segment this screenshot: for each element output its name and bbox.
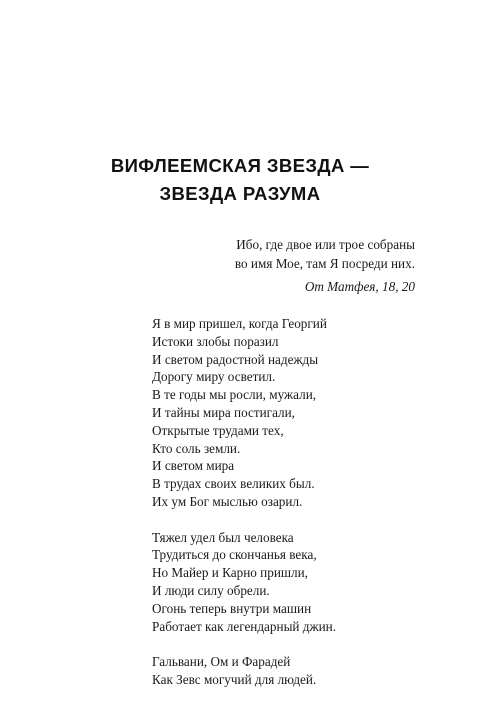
poem xyxy=(152,315,432,707)
poem-line: И светом мира xyxy=(152,458,235,474)
poem-line: Гальвани, Ом и Фарадей xyxy=(152,654,291,670)
poem-line: Трудиться до скончанья века, xyxy=(152,547,317,563)
epigraph-line: во имя Мое, там Я посреди них. xyxy=(234,256,415,271)
poem-line: И люди силу обрели. xyxy=(152,582,270,598)
poem-line: В трудах своих великих был. xyxy=(152,476,315,492)
poem-line: Я в мир пришел, когда Георгий xyxy=(152,316,327,331)
poem-line: Огонь теперь внутри машин xyxy=(152,600,312,616)
epigraph xyxy=(115,235,415,296)
poem-line: И тайны мира постигали, xyxy=(152,404,295,420)
poem-line: И светом радостной надежды xyxy=(152,351,319,367)
chapter-title xyxy=(0,152,480,208)
epigraph-line: Ибо, где двое или трое собраны xyxy=(236,237,415,252)
stanza-3 xyxy=(152,653,432,689)
poem-line: Работает как легендарный джин. xyxy=(152,618,337,634)
chapter-title-line-2: ЗВЕЗДА РАЗУМА xyxy=(159,183,321,204)
chapter-title-line-1: ВИФЛЕЕМСКАЯ ЗВЕЗДА — xyxy=(110,155,370,176)
poem-line: Кто соль земли. xyxy=(152,440,241,456)
poem-line: Истоки злобы поразил xyxy=(152,333,279,349)
poem-line: Но Майер и Карно пришли, xyxy=(152,565,308,581)
stanza-2 xyxy=(152,529,432,636)
stanza-1 xyxy=(152,315,432,511)
poem-line: Открытые трудами тех, xyxy=(152,422,284,438)
poem-line: Дорогу миру осветил. xyxy=(152,369,276,385)
poem-line: Как Зевс могучий для людей. xyxy=(152,671,317,687)
epigraph-source: От Матфея, 18, 20 xyxy=(304,279,415,294)
poem-line: Их ум Бог мыслью озарил. xyxy=(152,493,303,509)
poem-line: Тяжел удел был человека xyxy=(152,529,294,545)
poem-line: В те годы мы росли, мужали, xyxy=(152,387,317,403)
